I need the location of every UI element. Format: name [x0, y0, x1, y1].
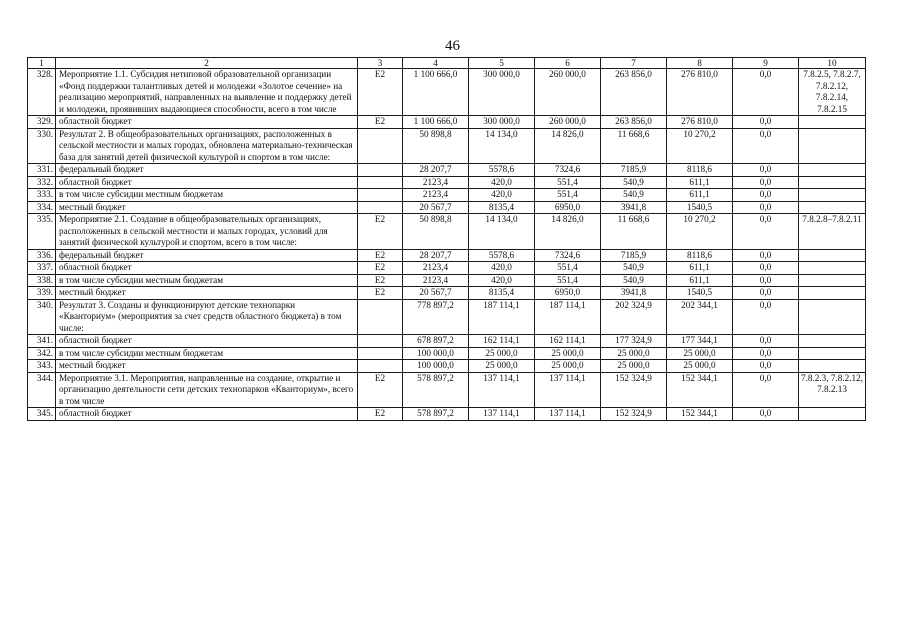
amount-year-5: 0,0 [733, 201, 799, 214]
amount-year-4: 25 000,0 [667, 347, 733, 360]
amount-year-2: 187 114,1 [535, 299, 601, 335]
row-number: 338. [28, 274, 56, 287]
amount-year-5: 0,0 [733, 189, 799, 202]
amount-year-2: 260 000,0 [535, 116, 601, 129]
amount-total: 100 000,0 [403, 347, 469, 360]
amount-year-4: 1540,5 [667, 287, 733, 300]
row-number: 328. [28, 69, 56, 116]
amount-year-3: 25 000,0 [601, 347, 667, 360]
table-row [28, 299, 866, 335]
column-header: 5 [469, 58, 535, 69]
amount-year-3: 152 324,9 [601, 408, 667, 421]
table-row [28, 69, 866, 116]
amount-year-4: 152 344,1 [667, 372, 733, 408]
amount-year-3: 540,9 [601, 189, 667, 202]
row-number: 337. [28, 262, 56, 275]
amount-year-3: 3941,8 [601, 201, 667, 214]
amount-year-1: 300 000,0 [469, 69, 535, 116]
column-header: 3 [358, 58, 403, 69]
indicator-reference [799, 189, 866, 202]
amount-year-5: 0,0 [733, 335, 799, 348]
amount-year-2: 6950,0 [535, 201, 601, 214]
amount-year-3: 540,9 [601, 262, 667, 275]
amount-year-4: 10 270,2 [667, 128, 733, 164]
amount-year-3: 263 856,0 [601, 116, 667, 129]
column-header: 7 [601, 58, 667, 69]
amount-year-4: 611,1 [667, 262, 733, 275]
project-code: Е2 [358, 249, 403, 262]
project-code: Е2 [358, 408, 403, 421]
project-code [358, 164, 403, 177]
column-header: 4 [403, 58, 469, 69]
row-number: 330. [28, 128, 56, 164]
amount-year-1: 420,0 [469, 274, 535, 287]
row-number: 339. [28, 287, 56, 300]
amount-year-1: 137 114,1 [469, 372, 535, 408]
amount-year-5: 0,0 [733, 214, 799, 250]
row-name: в том числе субсидии местным бюджетам [56, 189, 358, 202]
indicator-reference [799, 128, 866, 164]
amount-year-1: 25 000,0 [469, 347, 535, 360]
indicator-reference [799, 262, 866, 275]
table-row [28, 408, 866, 421]
table-row [28, 214, 866, 250]
amount-year-3: 25 000,0 [601, 360, 667, 373]
row-name: федеральный бюджет [56, 164, 358, 177]
row-name: областной бюджет [56, 408, 358, 421]
amount-year-1: 5578,6 [469, 249, 535, 262]
amount-year-4: 611,1 [667, 189, 733, 202]
amount-total: 2123,4 [403, 176, 469, 189]
amount-year-3: 540,9 [601, 274, 667, 287]
row-number: 340. [28, 299, 56, 335]
amount-year-2: 14 826,0 [535, 214, 601, 250]
project-code [358, 176, 403, 189]
table-row [28, 360, 866, 373]
row-number: 342. [28, 347, 56, 360]
table-row [28, 262, 866, 275]
amount-total: 578 897,2 [403, 408, 469, 421]
project-code [358, 189, 403, 202]
row-name: в том числе субсидии местным бюджетам [56, 347, 358, 360]
row-name: местный бюджет [56, 201, 358, 214]
amount-year-5: 0,0 [733, 116, 799, 129]
row-name: Результат 3. Созданы и функционируют детские технопарки «Кванториум» (мероприятия за счет средств областного бюджета) в том числе: [56, 299, 358, 335]
amount-year-2: 137 114,1 [535, 408, 601, 421]
indicator-reference [799, 164, 866, 177]
indicator-reference [799, 347, 866, 360]
row-name: областной бюджет [56, 335, 358, 348]
amount-total: 50 898,8 [403, 128, 469, 164]
amount-year-1: 187 114,1 [469, 299, 535, 335]
indicator-reference [799, 274, 866, 287]
table-row [28, 249, 866, 262]
project-code [358, 347, 403, 360]
amount-year-4: 1540,5 [667, 201, 733, 214]
table-row [28, 335, 866, 348]
column-header: 10 [799, 58, 866, 69]
amount-year-2: 162 114,1 [535, 335, 601, 348]
table-row [28, 189, 866, 202]
amount-year-1: 300 000,0 [469, 116, 535, 129]
project-code [358, 201, 403, 214]
project-code: Е2 [358, 274, 403, 287]
amount-year-3: 202 324,9 [601, 299, 667, 335]
amount-year-2: 14 826,0 [535, 128, 601, 164]
amount-year-3: 11 668,6 [601, 128, 667, 164]
amount-total: 2123,4 [403, 274, 469, 287]
project-code: Е2 [358, 214, 403, 250]
amount-year-3: 263 856,0 [601, 69, 667, 116]
amount-year-1: 420,0 [469, 189, 535, 202]
amount-year-4: 177 344,1 [667, 335, 733, 348]
amount-year-3: 177 324,9 [601, 335, 667, 348]
amount-year-3: 152 324,9 [601, 372, 667, 408]
table-row [28, 347, 866, 360]
column-header: 6 [535, 58, 601, 69]
amount-year-1: 162 114,1 [469, 335, 535, 348]
row-number: 332. [28, 176, 56, 189]
amount-total: 678 897,2 [403, 335, 469, 348]
column-number-row [28, 58, 866, 69]
row-name: Мероприятие 3.1. Мероприятия, направленные на создание, открытие и организацию деятельности сети детских технопарков «Кванториум», всего в том числе [56, 372, 358, 408]
indicator-reference: 7.8.2.5, 7.8.2.7, 7.8.2.12, 7.8.2.14, 7.8.2.15 [799, 69, 866, 116]
amount-year-2: 25 000,0 [535, 347, 601, 360]
row-number: 331. [28, 164, 56, 177]
row-number: 345. [28, 408, 56, 421]
amount-total: 578 897,2 [403, 372, 469, 408]
amount-year-5: 0,0 [733, 408, 799, 421]
column-header: 8 [667, 58, 733, 69]
amount-year-1: 5578,6 [469, 164, 535, 177]
column-header: 1 [28, 58, 56, 69]
amount-year-1: 420,0 [469, 262, 535, 275]
page-number: 46 [445, 38, 460, 54]
row-name: местный бюджет [56, 287, 358, 300]
amount-year-1: 14 134,0 [469, 214, 535, 250]
row-name: областной бюджет [56, 262, 358, 275]
row-name: областной бюджет [56, 116, 358, 129]
amount-year-2: 6950,0 [535, 287, 601, 300]
indicator-reference [799, 116, 866, 129]
row-number: 335. [28, 214, 56, 250]
amount-year-1: 8135,4 [469, 201, 535, 214]
amount-year-1: 137 114,1 [469, 408, 535, 421]
table-row [28, 128, 866, 164]
table-row [28, 176, 866, 189]
amount-year-5: 0,0 [733, 262, 799, 275]
row-number: 343. [28, 360, 56, 373]
amount-year-5: 0,0 [733, 274, 799, 287]
amount-year-4: 8118,6 [667, 249, 733, 262]
amount-year-5: 0,0 [733, 164, 799, 177]
amount-year-2: 551,4 [535, 262, 601, 275]
row-name: Результат 2. В общеобразовательных организациях, расположенных в сельской местности и малых городах, обновлена материально-техническая база для занятий детей физической культурой и спортом в том числе: [56, 128, 358, 164]
amount-year-2: 551,4 [535, 176, 601, 189]
amount-total: 20 567,7 [403, 287, 469, 300]
indicator-reference: 7.8.2.3, 7.8.2.12, 7.8.2.13 [799, 372, 866, 408]
row-number: 336. [28, 249, 56, 262]
amount-year-4: 152 344,1 [667, 408, 733, 421]
amount-year-3: 7185,9 [601, 249, 667, 262]
amount-total: 20 567,7 [403, 201, 469, 214]
amount-total: 1 100 666,0 [403, 116, 469, 129]
project-code [358, 335, 403, 348]
amount-total: 50 898,8 [403, 214, 469, 250]
amount-year-2: 7324,6 [535, 164, 601, 177]
indicator-reference [799, 360, 866, 373]
project-code [358, 299, 403, 335]
amount-year-5: 0,0 [733, 287, 799, 300]
table-row [28, 201, 866, 214]
amount-year-4: 611,1 [667, 176, 733, 189]
row-number: 333. [28, 189, 56, 202]
amount-year-4: 202 344,1 [667, 299, 733, 335]
amount-year-5: 0,0 [733, 360, 799, 373]
amount-year-1: 420,0 [469, 176, 535, 189]
table-row [28, 274, 866, 287]
indicator-reference [799, 287, 866, 300]
row-name: Мероприятие 1.1. Субсидия нетиповой образовательной организации «Фонд поддержки талантливых детей и молодежи «Золотое сечение» на реализацию мероприятий, направленных на выявление и поддержку детей и молодежи, проявивших выдающиеся способности, всего в том числе [56, 69, 358, 116]
amount-year-5: 0,0 [733, 249, 799, 262]
amount-year-5: 0,0 [733, 347, 799, 360]
indicator-reference [799, 335, 866, 348]
amount-year-5: 0,0 [733, 176, 799, 189]
project-code [358, 360, 403, 373]
indicator-reference [799, 249, 866, 262]
amount-year-2: 551,4 [535, 189, 601, 202]
row-number: 341. [28, 335, 56, 348]
table-row [28, 116, 866, 129]
indicator-reference: 7.8.2.8–7.8.2.11 [799, 214, 866, 250]
amount-year-1: 8135,4 [469, 287, 535, 300]
amount-total: 1 100 666,0 [403, 69, 469, 116]
amount-total: 100 000,0 [403, 360, 469, 373]
project-code: Е2 [358, 116, 403, 129]
amount-year-4: 276 810,0 [667, 69, 733, 116]
amount-year-2: 25 000,0 [535, 360, 601, 373]
amount-total: 2123,4 [403, 262, 469, 275]
row-number: 329. [28, 116, 56, 129]
column-header: 9 [733, 58, 799, 69]
table-row [28, 164, 866, 177]
row-name: областной бюджет [56, 176, 358, 189]
amount-year-5: 0,0 [733, 128, 799, 164]
amount-year-3: 11 668,6 [601, 214, 667, 250]
amount-year-4: 8118,6 [667, 164, 733, 177]
table-row [28, 372, 866, 408]
amount-year-3: 3941,8 [601, 287, 667, 300]
indicator-reference [799, 299, 866, 335]
table-row [28, 287, 866, 300]
project-code: Е2 [358, 262, 403, 275]
amount-year-5: 0,0 [733, 372, 799, 408]
indicator-reference [799, 201, 866, 214]
row-number: 334. [28, 201, 56, 214]
amount-year-4: 10 270,2 [667, 214, 733, 250]
project-code: Е2 [358, 287, 403, 300]
amount-year-4: 276 810,0 [667, 116, 733, 129]
budget-table [27, 57, 866, 421]
amount-year-1: 14 134,0 [469, 128, 535, 164]
amount-total: 28 207,7 [403, 249, 469, 262]
indicator-reference [799, 408, 866, 421]
amount-year-2: 137 114,1 [535, 372, 601, 408]
amount-total: 28 207,7 [403, 164, 469, 177]
amount-total: 778 897,2 [403, 299, 469, 335]
column-header: 2 [56, 58, 358, 69]
amount-year-5: 0,0 [733, 299, 799, 335]
row-name: в том числе субсидии местным бюджетам [56, 274, 358, 287]
amount-year-2: 260 000,0 [535, 69, 601, 116]
amount-year-2: 7324,6 [535, 249, 601, 262]
indicator-reference [799, 176, 866, 189]
project-code [358, 128, 403, 164]
project-code: Е2 [358, 69, 403, 116]
amount-year-4: 611,1 [667, 274, 733, 287]
row-number: 344. [28, 372, 56, 408]
row-name: Мероприятие 2.1. Создание в общеобразовательных организациях, расположенных в сельской местности и малых городах, условий для занятий физической культурой и спортом, всего в том числе: [56, 214, 358, 250]
amount-year-4: 25 000,0 [667, 360, 733, 373]
project-code: Е2 [358, 372, 403, 408]
row-name: федеральный бюджет [56, 249, 358, 262]
amount-year-3: 540,9 [601, 176, 667, 189]
amount-year-2: 551,4 [535, 274, 601, 287]
amount-year-5: 0,0 [733, 69, 799, 116]
row-name: местный бюджет [56, 360, 358, 373]
amount-year-1: 25 000,0 [469, 360, 535, 373]
amount-total: 2123,4 [403, 189, 469, 202]
amount-year-3: 7185,9 [601, 164, 667, 177]
